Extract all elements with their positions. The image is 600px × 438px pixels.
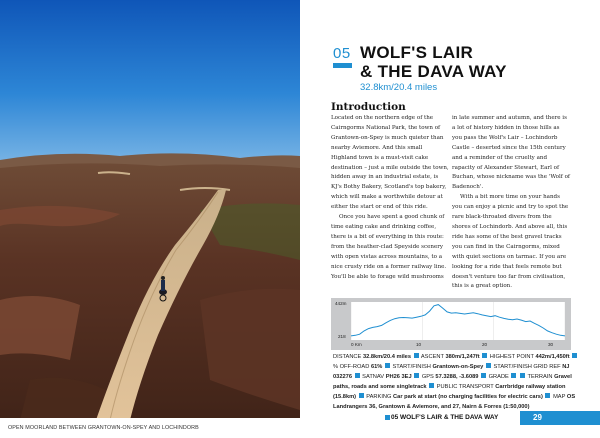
stat-gridref-value: NJ 032276 (333, 364, 570, 381)
stat-highest-label: HIGHEST POINT (489, 354, 534, 360)
bullet-square-icon (429, 383, 434, 388)
footer-route-number: 05 (391, 414, 399, 421)
page-footer (300, 411, 600, 425)
stat-terrain-label: TERRAIN (527, 374, 553, 381)
stat-map-label: MAP (553, 394, 566, 401)
bullet-square-icon (520, 373, 525, 378)
intro-paragraph: in late summer and autumn, and there is a lot of history hidden in those hills as you pass the Wolf's Lair – Lochindorb Castle – deserted since the 15th century and a reminder of the cruelty and rapacity of Alexander Stewart, Earl of Buchan, whose nickname was the 'Wolf of Badenoch'. (452, 115, 570, 191)
intro-column-right (452, 114, 570, 292)
route-distance: 32.8km/20.4 miles (360, 82, 438, 93)
bullet-square-icon (414, 353, 419, 358)
elevation-plot-area (351, 302, 565, 340)
stat-parking-value: Car park at start (no charging facilities for electric cars) (393, 394, 543, 401)
photo-caption: OPEN MOORLAND BETWEEN GRANTOWN-ON-SPEY AND LOCHINDORB (0, 418, 300, 438)
footer-route-title (391, 411, 498, 425)
intro-heading: Introduction (331, 101, 406, 113)
grade-square-icon (511, 373, 516, 378)
elevation-profile (331, 298, 571, 350)
intro-column-left (331, 114, 449, 282)
bullet-square-icon (359, 393, 364, 398)
bullet-square-icon (572, 353, 577, 358)
route-stats (333, 352, 581, 413)
footer-page-number-block (520, 411, 600, 425)
bullet-square-icon (486, 363, 491, 368)
intro-paragraph: Located on the northern edge of the Cairngorms National Park, the town of Grantown-on-Spey is much quieter than nearby Aviemore. And this small Highland town is a must-visit cake destination – just a mile outside the town, hidden away in an industrial estate, is KJ's Bothy Bakery, Scotland's top bakery, which will make a worthwhile detour at either the start or end of this ride. (331, 115, 449, 211)
elevation-x-tick: 20 (482, 342, 488, 347)
elevation-line (351, 305, 565, 336)
bullet-square-icon (481, 373, 486, 378)
intro-paragraph: Once you have spent a good chunk of time eating cake and drinking coffee, there is a bit of everything in this route: from the heather-clad Speyside scenery with open vistas across mountains, to a nice crusty ride on a former railway line. You'll be able to forage wild mushrooms (331, 214, 447, 280)
stat-ascent-label: ASCENT (420, 354, 444, 360)
footer-square-icon (385, 415, 390, 420)
stat-transport-value: Carrbridge railway station (15.8km) (333, 384, 566, 401)
route-number-bar (333, 63, 352, 68)
route-number: 05 (333, 45, 351, 62)
bullet-square-icon (355, 373, 360, 378)
stat-offroad-label: % OFF-ROAD (333, 364, 370, 371)
stat-map-value: OS Landrangers 36, Grantown & Aviemore, and 27, Nairn & Forres (1:50,000) (333, 394, 576, 411)
stat-satnav-value: PH26 3EJ (385, 374, 412, 381)
stat-gridref-label: START/FINISH GRID REF (493, 364, 561, 371)
route-title-line-2: & THE DAVA WAY (360, 62, 507, 81)
elevation-min-label: 218 (338, 334, 346, 339)
stat-transport-label: PUBLIC TRANSPORT (436, 384, 494, 391)
stat-startfinish-label: START/FINISH (392, 364, 431, 371)
stat-ascent-value: 380m/1,247ft (445, 354, 480, 360)
stat-distance-label: DISTANCE (333, 354, 362, 360)
route-page (300, 0, 600, 438)
intro-paragraph: With a bit more time on your hands you can enjoy a picnic and try to spot the rare black-throated divers from the shores of Lochindorb. And above all, this ride has some of the best gravel tracks you can find in the Cairngorms, mixed with quiet sections on tarmac. If you are looking for a ride that feels remote but doesn't venture too far from civilisation, this is a great option. (452, 194, 569, 290)
elevation-chart (351, 302, 565, 340)
stat-satnav-label: SATNAV (362, 374, 385, 381)
bullet-square-icon (385, 363, 390, 368)
stat-grade-label: GRADE (488, 374, 509, 381)
route-title-line-1: WOLF'S LAIR (360, 43, 474, 62)
stat-gps-value: 57.3288, -3.6089 (435, 374, 479, 381)
footer-route-name: WOLF'S LAIR & THE DAVA WAY (400, 414, 499, 421)
stat-gps-label: GPS (421, 374, 434, 381)
elevation-x-tick: 10 (416, 342, 422, 347)
bullet-square-icon (414, 373, 419, 378)
stat-parking-label: PARKING (366, 394, 392, 401)
stat-offroad-value: 61% (370, 364, 383, 371)
stat-distance-value: 32.8km/20.4 miles (362, 354, 412, 360)
elevation-max-label: 442m (335, 301, 347, 306)
elevation-x-tick: 0 Km (351, 342, 362, 347)
bullet-square-icon (482, 353, 487, 358)
page-number: 29 (533, 413, 542, 422)
stat-terrain-value: Gravel paths, roads and some singletrack (333, 374, 572, 391)
bullet-square-icon (545, 393, 550, 398)
stat-startfinish-value: Grantown-on-Spey (432, 364, 484, 371)
stat-highest-value: 442m/1,450ft (535, 354, 570, 360)
elevation-x-tick: 30 (548, 342, 554, 347)
